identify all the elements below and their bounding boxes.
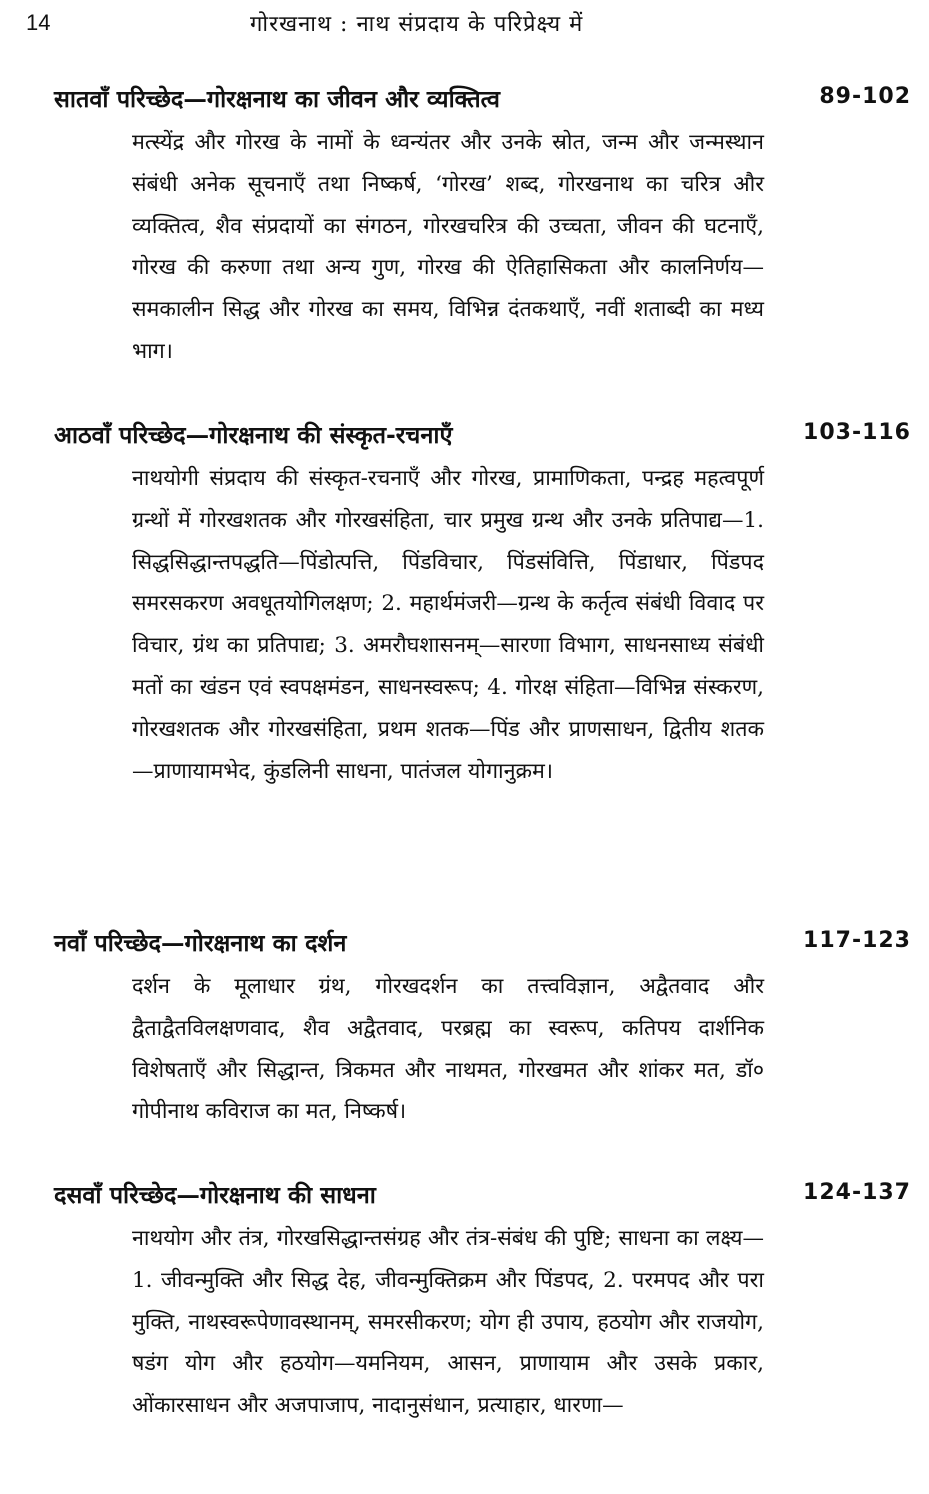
chapter-title: आठवाँ परिच्छेद—गोरक्षनाथ की संस्कृत-रचनाएँ (54, 421, 453, 449)
chapter-description: दर्शन के मूलाधार ग्रंथ, गोरखदर्शन का तत्त्वविज्ञान, अद्वैतवाद और द्वैताद्वैतविलक्षणवाद, शैव अद्वैतवाद, परब्रह्म का स्वरूप, कतिपय दार्शनिक विशेषताएँ और सिद्धान्त, त्रिकमत और नाथमत, गोरखमत और शांकर मत, डॉ० गोपीनाथ कविराज का मत, निष्कर्ष। (132, 974, 764, 1125)
chapter-title: सातवाँ परिच्छेद—गोरक्षनाथ का जीवन और व्यक्तित्व (54, 85, 500, 113)
running-head: गोरखनाथ : नाथ संप्रदाय के परिप्रेक्ष्य में (250, 12, 584, 37)
chapter-title: नवाँ परिच्छेद—गोरक्षनाथ का दर्शन (54, 929, 347, 957)
chapter-description: मत्स्येंद्र और गोरख के नामों के ध्वन्यंतर और उनके स्रोत, जन्म और जन्मस्थान संबंधी अनेक सूचनाएँ तथा निष्कर्ष, ‘गोरख’ शब्द, गोरखनाथ का चरित्र और व्यक्तित्व, शैव संप्रदायों का संगठन, गोरखचरित्र की उच्चता, जीवन की घटनाएँ, गोरख की करुणा तथा अन्य गुण, गोरख की ऐतिहासिकता और कालनिर्णय—समकालीन सिद्ध और गोरख का समय, विभिन्न दंतकथाएँ, नवीं शताब्दी का मध्य भाग। (132, 130, 764, 364)
chapter-description: नाथयोग और तंत्र, गोरखसिद्धान्तसंग्रह और तंत्र-संबंध की पुष्टि; साधना का लक्ष्य—1. जीवन्मुक्ति और सिद्ध देह, जीवन्मुक्तिक्रम और पिंडपद, 2. परमपद और परा मुक्ति, नाथस्वरूपेणावस्थानम्, समरसीकरण; योग ही उपाय, हठयोग और राजयोग, षडंग योग और हठयोग—यमनियम, आसन, प्राणायाम और उसके प्रकार, ओंकारसाधन और अजपाजाप, नादानुसंधान, प्रत्याहार, धारणा— (132, 1226, 764, 1419)
chapter-page-range: 103-116 (803, 420, 911, 445)
page-number: 14 (26, 10, 51, 35)
chapter-title: दसवाँ परिच्छेद—गोरक्षनाथ की साधना (54, 1181, 376, 1209)
chapter-page-range: 89-102 (819, 84, 911, 109)
chapter-page-range: 124-137 (803, 1180, 911, 1205)
chapter-page-range: 117-123 (803, 928, 911, 953)
chapter-description: नाथयोगी संप्रदाय की संस्कृत-रचनाएँ और गोरख, प्रामाणिकता, पन्द्रह महत्वपूर्ण ग्रन्थों में गोरखशतक और गोरखसंहिता, चार प्रमुख ग्रन्थ और उनके प्रतिपाद्य—1. सिद्धसिद्धान्तपद्धति—पिंडोत्पत्ति, पिंडविचार, पिंडसंवित्ति, पिंडाधार, पिंडपद समरसकरण अवधूतयोगिलक्षण; 2. महार्थमंजरी—ग्रन्थ के कर्तृत्व संबंधी विवाद पर विचार, ग्रंथ का प्रतिपाद्य; 3. अमरौघशासनम्—सारणा विभाग, साधनसाध्य संबंधी मतों का खंडन एवं स्वपक्षमंडन, साधनस्वरूप; 4. गोरक्ष संहिता—विभिन्न संस्करण, गोरखशतक और गोरखसंहिता, प्रथम शतक—पिंड और प्राणसाधन, द्वितीय शतक—प्राणायामभेद, कुंडलिनी साधना, पातंजल योगानुक्रम। (132, 466, 764, 784)
